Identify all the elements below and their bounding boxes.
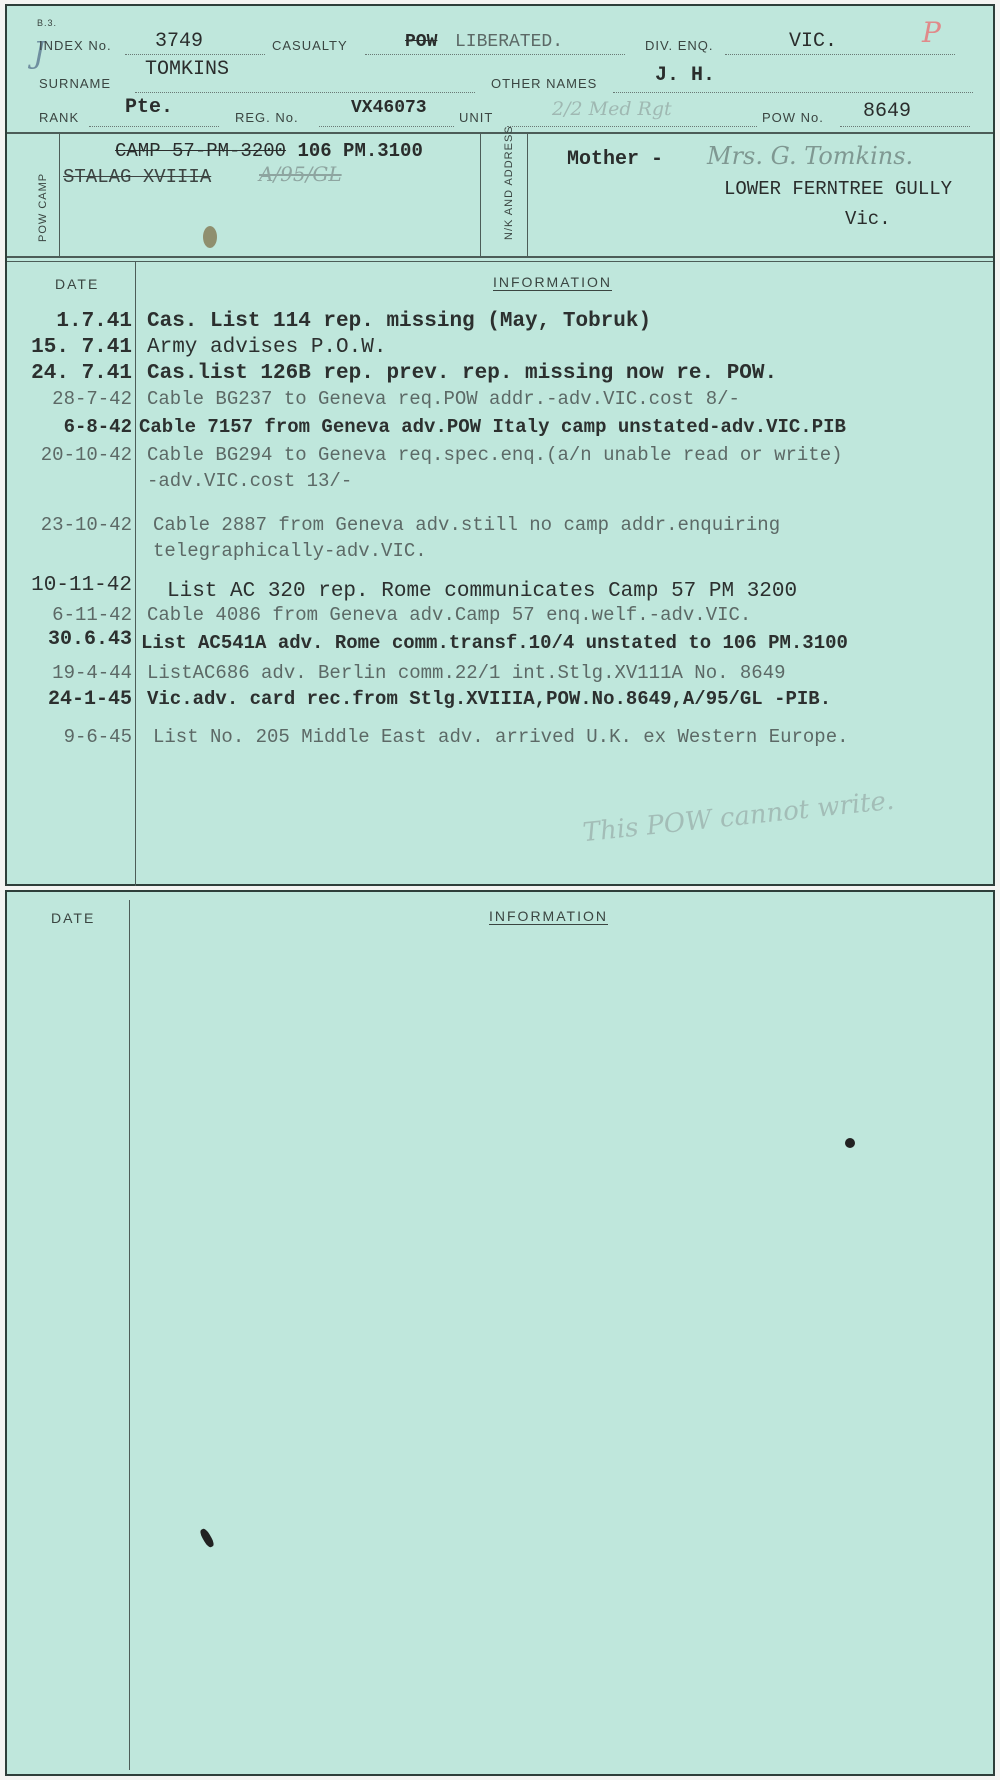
ink-mark bbox=[199, 1527, 216, 1548]
camp-line1-struck: CAMP 57-PM-3200 bbox=[115, 140, 287, 162]
casualty-label: CASUALTY bbox=[272, 38, 348, 53]
camp-line1-value: 106 PM.3100 bbox=[297, 140, 423, 162]
ink-stain bbox=[203, 226, 217, 248]
rank-label: RANK bbox=[39, 110, 80, 125]
div-enq-value: VIC. bbox=[789, 30, 838, 53]
record-card-front: B.3. J INDEX No. 3749 CASUALTY POW LIBERATED. DIV. ENQ. VIC. P SURNAME TOMKINS OTHER NAMES J. H. RANK Pte. REG. No. VX46073 UNIT 2/2 Med Rgt POW No. 8649 POW CAMP CAMP 57-PM-3200 106 PM.3100 STALAG XVIIIA A/95/GL N/K AND ADDRESS Mother - Mrs. G. Tomkins. LOWER FERNTREE GULLY Vic. DATE INFORMATION 1.7.41 Cas. List 114 rep. missing (May, Tobruk) 15. 7.41 Army advises P.O.W. 24. 7.41 Cas.list 126B rep. prev. rep. missing now re. POW. 28-7-42 Cable BG237 to Geneva req.POW addr.-adv.VIC.cost 8/- 6-8-42 Cable 7157 from Geneva adv.POW Italy camp unstated-adv.VIC.PIB 20-10-42 Cable BG294 to Geneva req.spec.enq.(a/n unable read or write) -adv.VIC.cost 13/- 23-10-42 Cable 2887 from Geneva adv.still no camp addr.enquiring telegraphically-adv.VIC. 10-11-42 List AC 320 rep. Rome communicates Camp 57 PM 3200 6-11-42 Cable 4086 from Geneva adv.Camp 57 enq.welf.-adv.VIC. 30.6.43 List AC541A adv. Rome comm.transf.10/4 unstated to 106 PM.3100 19-4-44 ListAC686 adv. Berlin comm.22/1 int.Stlg.XV111A No. 8649 24-1-45 Vic.adv. card rec.from Stlg.XVIIIA,POW.No.8649,A/95/GL -PIB. 9-6-45 List No. 205 Middle East adv. arrived U.K. ex Western Europe. This POW cannot write. bbox=[5, 4, 995, 886]
pow-no-value: 8649 bbox=[863, 100, 912, 123]
date-header: DATE bbox=[55, 276, 100, 292]
information-header-back: INFORMATION bbox=[489, 908, 608, 924]
address-line2: Vic. bbox=[845, 208, 891, 230]
information-header: INFORMATION bbox=[493, 274, 612, 290]
index-label: INDEX No. bbox=[39, 38, 112, 53]
address-line1: LOWER FERNTREE GULLY bbox=[724, 178, 953, 200]
div-enq-label: DIV. ENQ. bbox=[645, 38, 714, 53]
camp-line2-hand: A/95/GL bbox=[259, 162, 342, 186]
other-names-value: J. H. bbox=[655, 64, 716, 87]
header-divider bbox=[7, 132, 993, 134]
pow-camp-label: POW CAMP bbox=[37, 172, 49, 242]
unit-value: 2/2 Med Rgt bbox=[552, 98, 672, 120]
date-column-divider bbox=[135, 262, 136, 886]
other-names-label: OTHER NAMES bbox=[491, 76, 598, 91]
pow-no-label: POW No. bbox=[762, 110, 824, 125]
surname-label: SURNAME bbox=[39, 76, 112, 91]
reg-no-label: REG. No. bbox=[235, 110, 299, 125]
form-code: B.3. bbox=[37, 18, 58, 28]
rank-value: Pte. bbox=[125, 96, 174, 119]
record-card-back bbox=[5, 890, 995, 1776]
casualty-value: LIBERATED. bbox=[455, 32, 564, 52]
ink-dot bbox=[845, 1138, 855, 1148]
address-relation: Mother - bbox=[567, 148, 664, 171]
casualty-struck: POW bbox=[405, 32, 438, 52]
handwritten-mark: J bbox=[33, 36, 46, 71]
unit-label: UNIT bbox=[459, 110, 494, 125]
camp-line2-struck: STALAG XVIIIA bbox=[63, 166, 212, 188]
section-divider bbox=[7, 261, 993, 262]
date-header-back: DATE bbox=[51, 910, 96, 926]
surname-value: TOMKINS bbox=[145, 58, 230, 81]
date-column-divider-back bbox=[129, 900, 130, 1770]
nk-address-label: N/K AND ADDRESS bbox=[503, 125, 515, 240]
handwritten-note: This POW cannot write. bbox=[581, 785, 896, 849]
index-value: 3749 bbox=[155, 30, 204, 53]
address-name-hand: Mrs. G. Tomkins. bbox=[707, 142, 914, 170]
reg-no-value: VX46073 bbox=[351, 98, 427, 118]
corner-mark: P bbox=[922, 16, 941, 49]
